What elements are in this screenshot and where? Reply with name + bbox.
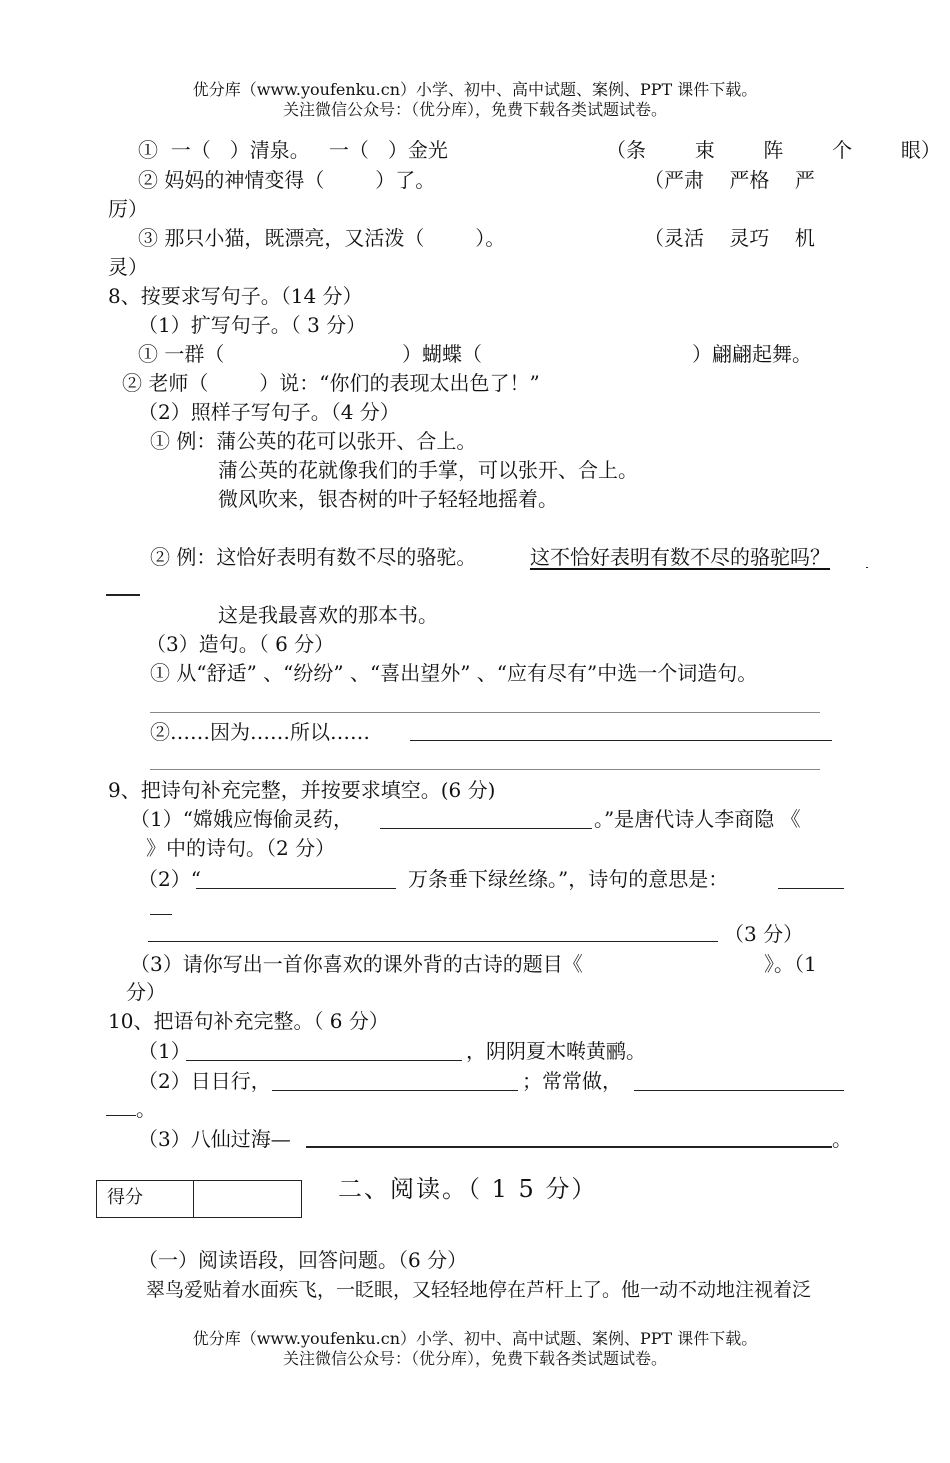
q9-part3-c: 分） bbox=[126, 980, 166, 1004]
score-label-cell bbox=[97, 1181, 194, 1217]
q10-part1-a: （1） bbox=[138, 1039, 191, 1063]
q8-example2-underline-tail bbox=[866, 567, 868, 568]
q8-title: 8、按要求写句子。（14 分） bbox=[108, 284, 363, 308]
header-line-2: 关注微信公众号：（优分库），免费下载各类试题试卷。 bbox=[282, 100, 667, 119]
q7-row2-options-cont: 厉） bbox=[108, 197, 148, 221]
q9-part1-c: 》中的诗句。（2 分） bbox=[146, 836, 336, 860]
reading-section-title: 二、阅读。（ 1 5 分） bbox=[338, 1175, 598, 1203]
q9-part1-a: （1）“嫦娥应悔偷灵药， bbox=[130, 807, 353, 831]
reading-subtitle: （一）阅读语段，回答问题。（6 分） bbox=[138, 1248, 468, 1272]
score-box bbox=[96, 1180, 302, 1218]
reading-passage-line: 翠鸟爱贴着水面疾飞，一眨眼，又轻轻地停在芦杆上了。他一动不动地注视着泛 bbox=[146, 1279, 812, 1301]
q8-part3-b: ②……因为……所以…… bbox=[150, 720, 370, 744]
q10-part3-a: （3）八仙过海— bbox=[138, 1127, 291, 1151]
q10-part1-b: ，阴阴夏木啭黄鹂。 bbox=[466, 1039, 646, 1063]
q9-part2-b: 万条垂下绿丝绦。”，诗句的意思是： bbox=[408, 867, 729, 891]
q9-part3-a: （3）请你写出一首你喜欢的课外背的古诗的题目《 bbox=[130, 952, 583, 976]
header-line-1: 优分库（www.youfenku.cn）小学、初中、高中试题、案例、PPT 课件下载。 bbox=[192, 80, 758, 99]
q7-row3-options-cont: 灵） bbox=[108, 255, 148, 279]
q8-part1-a-end: ）翩翩起舞。 bbox=[692, 342, 812, 366]
q10-part3-blank[interactable] bbox=[306, 1146, 832, 1148]
q8-example1-b: 蒲公英的花就像我们的手掌，可以张开、合上。 bbox=[218, 458, 638, 482]
q10-part2-blank-2-cont[interactable] bbox=[106, 1115, 136, 1116]
q10-part3-b: 。 bbox=[832, 1127, 852, 1151]
q8-part3-a-answer-line[interactable] bbox=[150, 712, 820, 713]
q10-title: 10、把语句补充完整。（ 6 分） bbox=[108, 1009, 389, 1033]
q8-part1-title: （1）扩写句子。（ 3 分） bbox=[138, 313, 367, 337]
q7-row2-options: （严肃 严格 严 bbox=[644, 168, 815, 192]
q9-part2-score: （3 分） bbox=[724, 922, 804, 946]
q7-row3-options: （灵活 灵巧 机 bbox=[644, 226, 815, 250]
q9-part2-meaning-line-2[interactable] bbox=[148, 941, 718, 942]
q9-part2-meaning-line-cont[interactable] bbox=[150, 914, 172, 915]
q10-part2-a: （2）日日行， bbox=[138, 1069, 271, 1093]
q8-example2-b: 这不恰好表明有数不尽的骆驼吗？ bbox=[530, 545, 830, 569]
q10-part2-blank-2[interactable] bbox=[634, 1090, 844, 1091]
q8-part2-title: （2）照样子写句子。（4 分） bbox=[138, 400, 400, 424]
q7-row2-text: ② 妈妈的神情变得（ ）了。 bbox=[138, 168, 436, 192]
q8-part3-b-answer-line-2[interactable] bbox=[150, 769, 820, 770]
q9-part2-meaning-line[interactable] bbox=[778, 888, 844, 889]
q8-part3-b-answer-line[interactable] bbox=[410, 740, 832, 741]
footer-line-2: 关注微信公众号：（优分库），免费下载各类试题试卷。 bbox=[282, 1349, 667, 1368]
q9-part2-blank[interactable] bbox=[196, 888, 396, 889]
q10-part2-blank-1[interactable] bbox=[272, 1090, 518, 1091]
q8-example2-a: ② 例：这恰好表明有数不尽的骆驼。 bbox=[150, 545, 477, 569]
q10-part2-b: ；常常做， bbox=[522, 1069, 622, 1093]
q10-part1-blank[interactable] bbox=[186, 1060, 462, 1061]
q8-part3-a: ① 从“舒适” 、“纷纷” 、“喜出望外” 、“应有尽有”中选一个词造句。 bbox=[150, 661, 758, 685]
q9-part3-b: 》。（1 bbox=[764, 952, 817, 976]
q8-part3-title: （3）造句。（ 6 分） bbox=[146, 632, 335, 656]
q8-part1-a-mid: ）蝴蝶（ bbox=[402, 342, 482, 366]
q7-row3-text: ③ 那只小猫，既漂亮，又活泼（ ）。 bbox=[138, 226, 506, 250]
q8-part1-b: ② 老师（ ）说：“你们的表现太出色了！” bbox=[122, 371, 540, 395]
score-label: 得分 bbox=[107, 1187, 143, 1208]
q8-example1-c: 微风吹来，银杏树的叶子轻轻地摇着。 bbox=[218, 487, 558, 511]
q9-part2-a: （2）“ bbox=[138, 867, 201, 891]
footer-line-1: 优分库（www.youfenku.cn）小学、初中、高中试题、案例、PPT 课件下载。 bbox=[192, 1329, 758, 1348]
q10-part2-c: 。 bbox=[136, 1097, 156, 1121]
q8-example2-c: 这是我最喜欢的那本书。 bbox=[218, 603, 438, 627]
q9-part1-blank[interactable] bbox=[380, 828, 592, 829]
q8-example1-a: ① 例：蒲公英的花可以张开、合上。 bbox=[150, 429, 477, 453]
q9-part1-b: 。”是唐代诗人李商隐 《 bbox=[594, 807, 801, 831]
q7-row1-text: ① 一（ ）清泉。 一（ ）金光 bbox=[138, 138, 448, 162]
q8-part1-a-start: ① 一群（ bbox=[138, 342, 225, 366]
q7-row1-options: （条 束 阵 个 眼） bbox=[606, 138, 941, 162]
q8-example2-answer-line[interactable] bbox=[106, 594, 140, 596]
q9-title: 9、把诗句补充完整，并按要求填空。(6 分) bbox=[108, 778, 496, 802]
